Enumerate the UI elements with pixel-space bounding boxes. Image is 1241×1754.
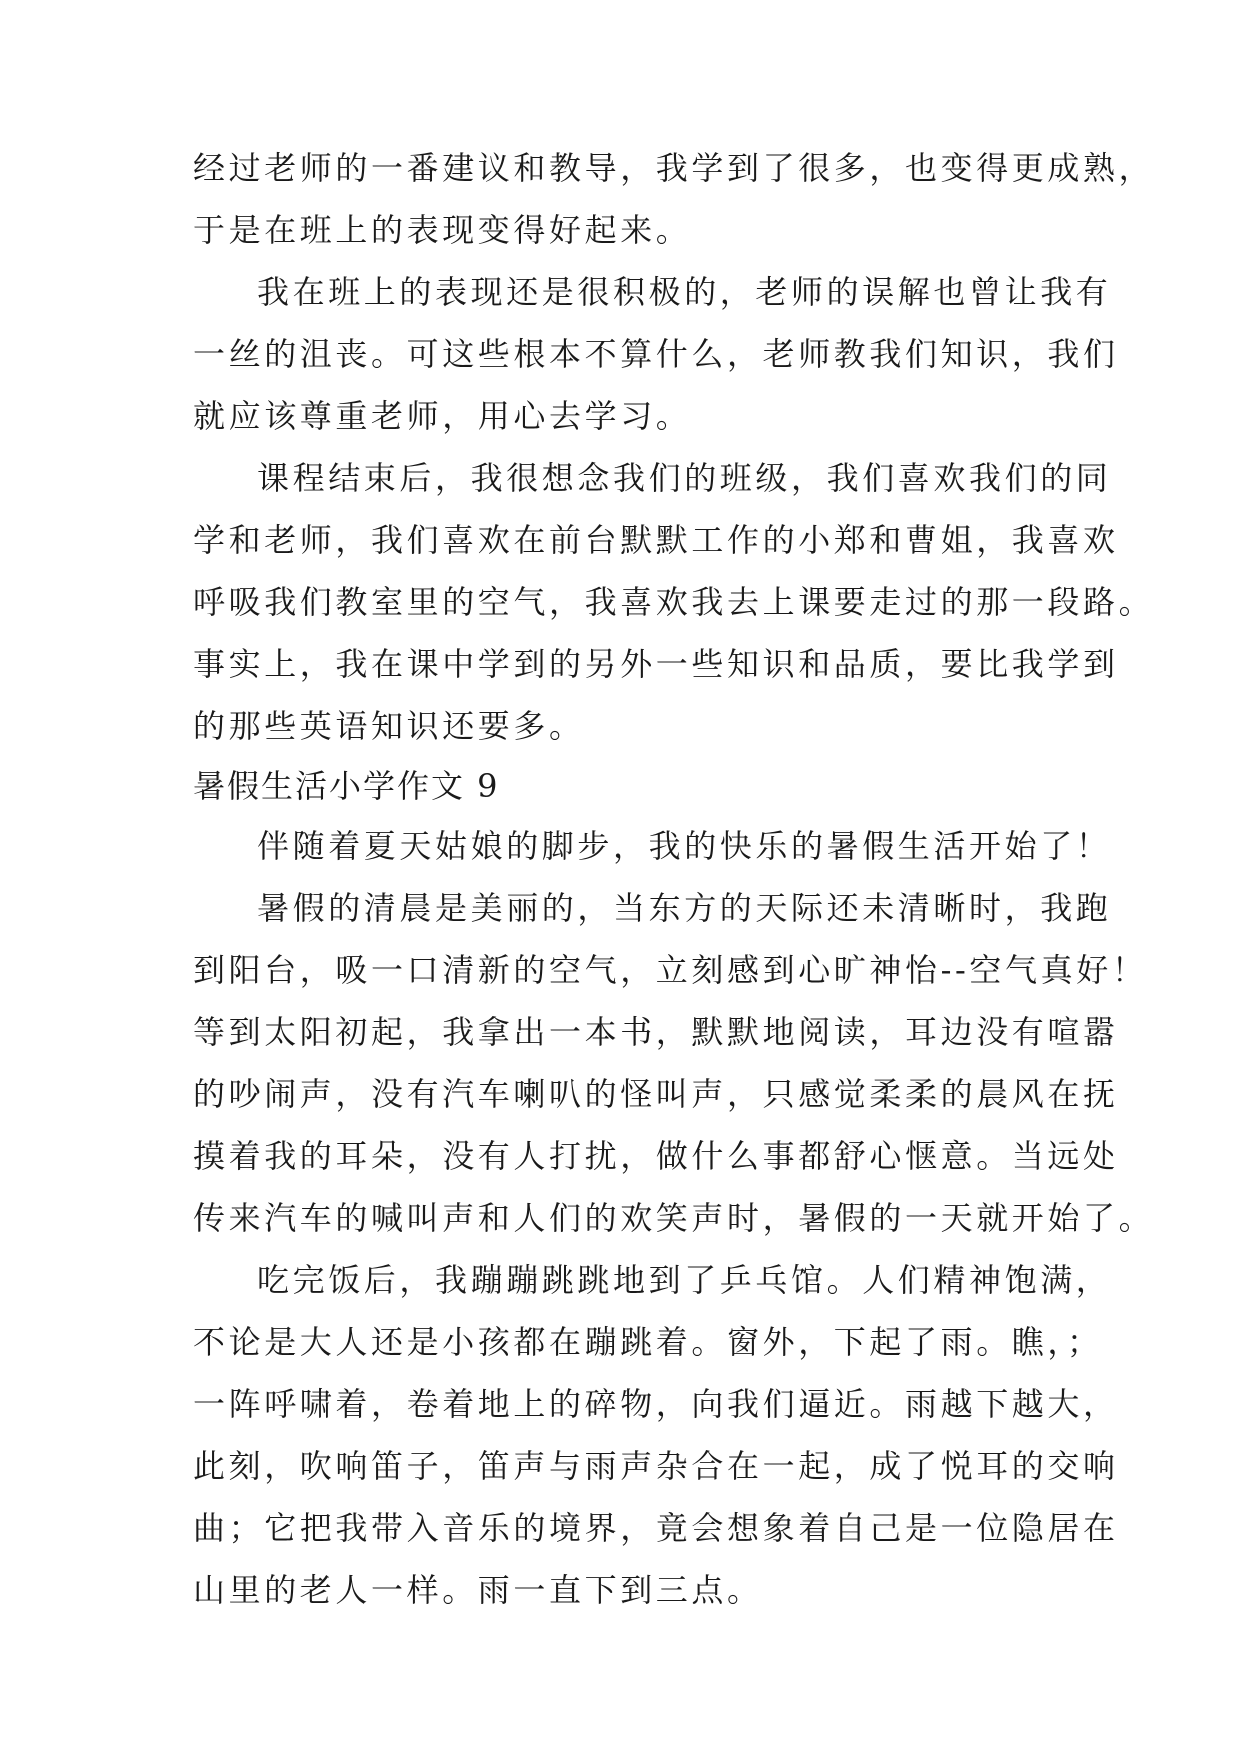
- text-line: 山里的老人一样。雨一直下到三点。: [193, 1571, 763, 1609]
- text-line: 摸着我的耳朵，没有人打扰，做什么事都舒心惬意。当远处: [193, 1137, 1119, 1175]
- text-line: 的那些英语知识还要多。: [193, 707, 585, 745]
- text-line: 传来汽车的喊叫声和人们的欢笑声时，暑假的一天就开始了。: [193, 1199, 1155, 1237]
- text-line: 学和老师，我们喜欢在前台默默工作的小郑和曹姐，我喜欢: [193, 521, 1119, 559]
- text-line: 呼吸我们教室里的空气，我喜欢我去上课要走过的那一段路。: [193, 583, 1155, 621]
- paragraph-first-line: 吃完饭后，我蹦蹦跳跳地到了乒乓馆。人们精神饱满，: [257, 1261, 1112, 1299]
- text-line: 就应该尊重老师，用心去学习。: [193, 397, 692, 435]
- section-heading: 暑假生活小学作文 9: [193, 767, 500, 805]
- text-line: 曲；它把我带入音乐的境界，竟会想象着自己是一位隐居在: [193, 1509, 1119, 1547]
- paragraph-first-line: 伴随着夏天姑娘的脚步，我的快乐的暑假生活开始了！: [257, 827, 1112, 865]
- paragraph-first-line: 我在班上的表现还是很积极的，老师的误解也曾让我有: [257, 273, 1112, 311]
- paragraph-first-line: 课程结束后，我很想念我们的班级，我们喜欢我们的同: [257, 459, 1112, 497]
- text-line: 不论是大人还是小孩都在蹦跳着。窗外，下起了雨。瞧，；: [193, 1323, 1103, 1361]
- text-line: 等到太阳初起，我拿出一本书，默默地阅读，耳边没有喧嚣: [193, 1013, 1119, 1051]
- text-line: 到阳台，吸一口清新的空气，立刻感到心旷神怡--空气真好！: [193, 951, 1148, 989]
- text-line: 事实上，我在课中学到的另外一些知识和品质，要比我学到: [193, 645, 1119, 683]
- text-line: 一丝的沮丧。可这些根本不算什么，老师教我们知识，我们: [193, 335, 1119, 373]
- text-line: 于是在班上的表现变得好起来。: [193, 211, 692, 249]
- text-line: 经过老师的一番建议和教导，我学到了很多，也变得更成熟，: [193, 149, 1155, 187]
- text-line: 此刻，吹响笛子，笛声与雨声杂合在一起，成了悦耳的交响: [193, 1447, 1119, 1485]
- paragraph-first-line: 暑假的清晨是美丽的，当东方的天际还未清晰时，我跑: [257, 889, 1112, 927]
- text-line: 的吵闹声，没有汽车喇叭的怪叫声，只感觉柔柔的晨风在抚: [193, 1075, 1119, 1113]
- text-line: 一阵呼啸着，卷着地上的碎物，向我们逼近。雨越下越大，: [193, 1385, 1119, 1423]
